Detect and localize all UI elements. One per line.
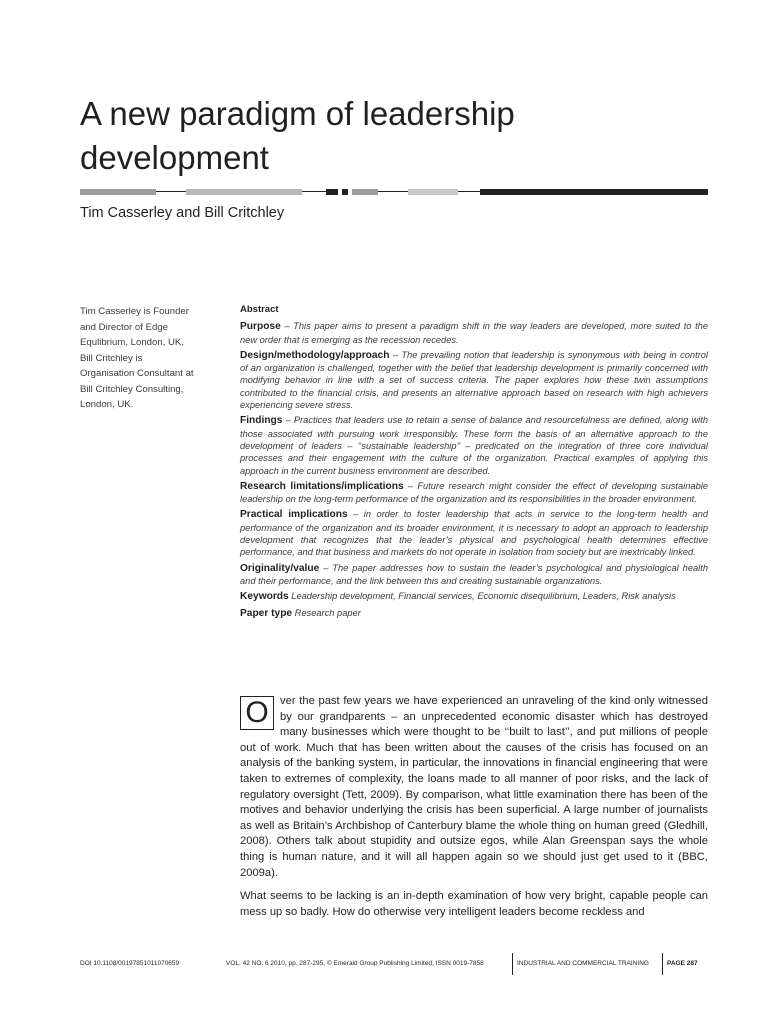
abstract-design [240, 349, 708, 411]
paper-type-text: Research paper [292, 607, 361, 618]
footer-volume: VOL. 42 NO. 6 2010, pp. 287-295, © Emerald Group Publishing Limited, ISSN 0019-7858 [226, 960, 484, 967]
footer-divider [662, 953, 663, 975]
paragraph-1-text: ver the past few years we have experienced an unraveling of the kind only witnessed by our grandparents – an unprecedented economic disaster which has destroyed many businesses which were thought to be ‘‘built to last’’, and put millions of people out of work. Much that has been written about the causes of the crisis has focused on an analysis of the banking system, in particular, the innovations in financial engineering that were taken to extremes of complexity, the loans made to all manner of poor risks, and the lack of regulatory oversight (Tett, 2009). By comparison, what little examination there has been of the motives and behavior underlying the crisis has been superficial. A large number of journalists as well as Britain’s Archbishop of Canterbury blame the whole thing on human greed (Gledhill, 2008). Others talk about stupidity and outsize egos, while Alan Greenspan says the whole thing is human nature, and it will all happen again so we should just get used to it (BBC, 2009a). [240, 695, 708, 879]
limitations-text: – Future research might consider the effect of developing sustainable leadership on the long-term performance of the organization and its responsibilities in the broader environment. [240, 480, 708, 505]
body-text [240, 694, 708, 928]
design-label: Design/methodology/approach [240, 349, 390, 361]
footer-page-number: PAGE 287 [667, 960, 698, 967]
abstract-paper-type [240, 607, 708, 620]
affiliation-line: and Director of Edge [80, 321, 168, 333]
limitations-label: Research limitations/implications [240, 480, 404, 492]
design-text: – The prevailing notion that leadership is synonymous with being in control of an organization is challenged, together with the belief that leadership development is primarily concerned with modifying behavior in line with a set of success criteria. The paper explores how these twin assumptions contributed to the financial crisis, and presents an alternative approach based on research with high achievers experiencing severe stress. [240, 349, 708, 411]
affiliation-line: Organisation Consultant at [80, 368, 194, 379]
affiliation-line: Tim Casserley is Founder [80, 306, 189, 317]
page-footer [80, 953, 708, 977]
author-affiliation [80, 304, 230, 413]
footer-divider [512, 953, 513, 975]
findings-text: – Practices that leaders use to retain a sense of balance and resourcefulness are defined, along with those associated with pursuing work irresponsibly. These form the basis of an alternative approach to the development of leaders – ‘‘sustainable leadership’’ – predicated on the integration of three core individual processes and their engagement with the culture of the organization. Practical examples of applying this approach in the current business environment are described. [240, 415, 708, 476]
originality-text: – The paper addresses how to sustain the leader’s psychological and physiological health and their performance, and the link between this and creating sustainable organizations. [240, 562, 708, 586]
affiliation-line: Equlibrium, London, UK. [80, 337, 184, 348]
footer-doi: DOI 10.1108/00197851011070659 [80, 960, 180, 967]
keywords-text: Leadership development, Financial services, Economic disequilibrium, Leaders, Risk analysis [288, 591, 676, 602]
abstract-purpose [240, 320, 708, 346]
affiliation-line: Bill Critchley is [80, 352, 143, 364]
affiliation-line: London, UK. [80, 399, 134, 410]
abstract-keywords [240, 590, 708, 603]
body-paragraph-1 [240, 694, 708, 881]
practical-label: Practical implications [240, 509, 348, 521]
drop-cap: O [240, 696, 274, 730]
paper-type-label: Paper type [240, 607, 293, 619]
purpose-label: Purpose [240, 321, 281, 333]
abstract-originality [240, 562, 708, 588]
article-title [80, 92, 680, 180]
body-paragraph-2: What seems to be lacking is an in-depth examination of how very bright, capable people can mess up so badly. How do otherwise very intelligent leaders become reckless and [240, 890, 708, 918]
affiliation-line: Bill Critchley Consulting, [80, 383, 184, 395]
footer-journal: INDUSTRIAL AND COMMERCIAL TRAINING [517, 960, 649, 967]
abstract-practical [240, 508, 708, 558]
title-rule [80, 189, 708, 195]
findings-label: Findings [240, 415, 283, 427]
originality-label: Originality/value [240, 562, 320, 574]
abstract-limitations [240, 480, 708, 506]
title-line-1: A new paradigm of leadership [80, 95, 515, 132]
abstract-findings [240, 414, 708, 476]
title-line-2: development [80, 139, 269, 176]
abstract-section [240, 304, 708, 623]
practical-text: – in order to foster leadership that acts in service to the long-term health and performance of the organization and its broader environment, it is necessary to adopt an approach to leadership development that recognizes that the leader’s physical and psychological health determines effective performance, and that business and markets do not operate in isolation from society but are inextricably linked. [240, 509, 708, 558]
author-names: Tim Casserley and Bill Critchley [80, 205, 285, 221]
abstract-heading: Abstract [240, 304, 279, 315]
purpose-text: – This paper aims to present a paradigm shift in the way leaders are developed, more suited to the new order that is emerging as the recession recedes. [240, 321, 708, 345]
keywords-label: Keywords [240, 591, 289, 603]
